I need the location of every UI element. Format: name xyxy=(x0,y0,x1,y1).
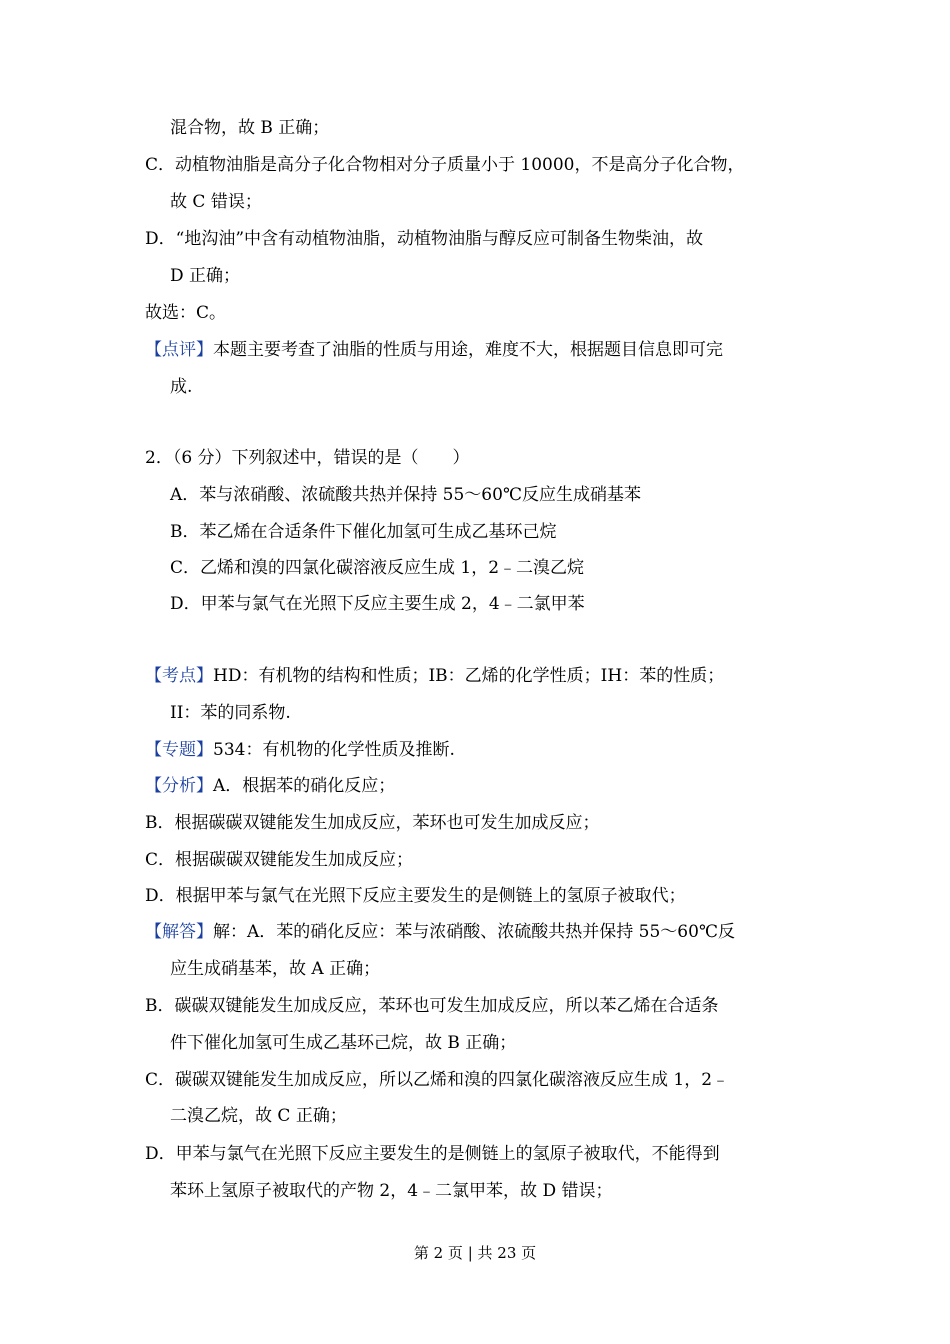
jieda-a2: 应生成硝基苯，故 A 正确； xyxy=(170,959,381,979)
q1-review-line1 xyxy=(145,338,723,362)
zhuanti-text: 534：有机物的化学性质及推断. xyxy=(213,740,455,760)
jieda-a1-text: 解：A．苯的硝化反应：苯与浓硝酸、浓硫酸共热并保持 55～60℃反 xyxy=(213,922,735,942)
jieda-tag: 【解答】 xyxy=(145,922,213,942)
q1-d-line2: D 正确； xyxy=(170,266,241,286)
q1-c-line2: 故 C 错误； xyxy=(170,192,262,212)
jieda-c2: 二溴乙烷，故 C 正确； xyxy=(170,1106,347,1126)
kaodian-text: HD：有机物的结构和性质；IB：乙烯的化学性质；IH：苯的性质； xyxy=(213,666,725,686)
jieda-b1: B．碳碳双键能发生加成反应，苯环也可发生加成反应，所以苯乙烯在合适条 xyxy=(145,996,719,1016)
zhuanti-tag: 【专题】 xyxy=(145,740,213,760)
q2-option-c: C．乙烯和溴的四氯化碳溶液反应生成 1，2﹣二溴乙烷 xyxy=(170,558,585,578)
kaodian-line1 xyxy=(145,664,724,688)
q1-b-end: 混合物，故 B 正确； xyxy=(170,118,330,138)
q1-review-line2: 成. xyxy=(170,377,193,397)
jieda-b2: 件下催化加氢可生成乙基环己烷，故 B 正确； xyxy=(170,1033,517,1053)
kaodian-line2: II：苯的同系物. xyxy=(170,703,291,723)
q1-d-line1: D．“地沟油”中含有动植物油脂，动植物油脂与醇反应可制备生物柴油，故 xyxy=(145,229,704,249)
zhuanti-line xyxy=(145,738,455,762)
q2-option-a: A．苯与浓硝酸、浓硫酸共热并保持 55～60℃反应生成硝基苯 xyxy=(170,485,641,505)
jieda-c1: C．碳碳双键能发生加成反应，所以乙烯和溴的四氯化碳溶液反应生成 1，2﹣ xyxy=(145,1070,730,1090)
q1-choice: 故选：C。 xyxy=(145,303,227,323)
kaodian-tag: 【考点】 xyxy=(145,666,213,686)
q2-stem: 2．（6 分）下列叙述中，错误的是（ ） xyxy=(145,448,470,468)
q2-option-b: B．苯乙烯在合适条件下催化加氢可生成乙基环己烷 xyxy=(170,522,557,542)
fenxi-a xyxy=(145,774,395,798)
fenxi-c: C．根据碳碳双键能发生加成反应； xyxy=(145,850,414,870)
review-tag: 【点评】 xyxy=(145,340,213,360)
page-footer: 第 2 页 | 共 23 页 xyxy=(413,1244,537,1262)
q2-option-d: D．甲苯与氯气在光照下反应主要生成 2，4﹣二氯甲苯 xyxy=(170,594,585,614)
q1-c-line1: C．动植物油脂是高分子化合物相对分子质量小于 10000，不是高分子化合物， xyxy=(145,155,745,175)
jieda-d2: 苯环上氢原子被取代的产物 2，4﹣二氯甲苯，故 D 错误； xyxy=(170,1181,613,1201)
fenxi-b: B．根据碳碳双键能发生加成反应，苯环也可发生加成反应； xyxy=(145,813,600,833)
fenxi-a-text: A．根据苯的硝化反应； xyxy=(213,776,396,796)
fenxi-d: D．根据甲苯与氯气在光照下反应主要发生的是侧链上的氢原子被取代； xyxy=(145,886,686,906)
jieda-d1: D．甲苯与氯气在光照下反应主要发生的是侧链上的氢原子被取代，不能得到 xyxy=(145,1144,720,1164)
jieda-a1 xyxy=(145,920,735,944)
fenxi-tag: 【分析】 xyxy=(145,776,213,796)
review-text: 本题主要考查了油脂的性质与用途，难度不大，根据题目信息即可完 xyxy=(213,340,723,360)
